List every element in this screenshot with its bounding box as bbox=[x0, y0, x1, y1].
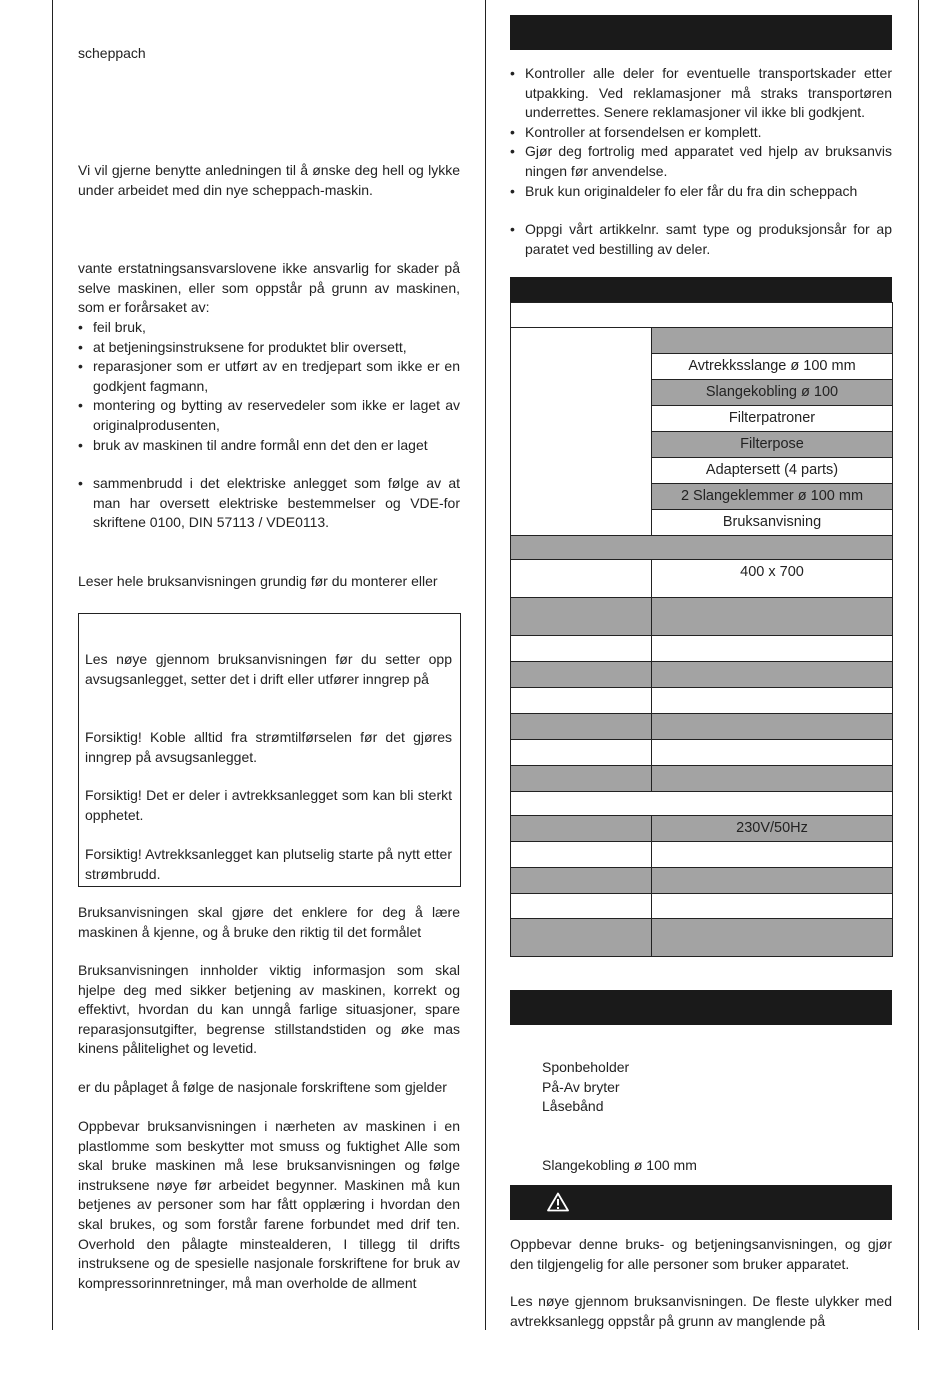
center-rule bbox=[485, 0, 486, 1330]
list-item: • reparasjoner som er utført av en tredjepart som ikke er en godkjent fagmann, bbox=[78, 357, 460, 396]
list-item: Slangekobling ø 100 mm bbox=[542, 1157, 697, 1173]
list-item: På-Av bryter bbox=[542, 1078, 620, 1095]
table-row bbox=[511, 536, 893, 560]
notice-disconnect-power: Forsiktig! Koble alltid fra strømtilførselen før det gjøres inngrep på avsugsanlegget. bbox=[85, 729, 452, 765]
delivery-item: Avtrekksslange ø 100 mm bbox=[652, 354, 893, 380]
specification-table bbox=[510, 302, 893, 957]
purpose-paragraph: Bruksanvisningen skal gjøre det enklere for deg å lære maskinen å kjenne, og å bruke den riktig til det formålet bbox=[78, 904, 460, 940]
delivery-item: Filterpose bbox=[652, 432, 893, 458]
safety-paragraph-2: Les nøye gjennom bruksanvisningen. De fleste ulykker med avtrekksanlegg oppstår på grunn av manglende på bbox=[510, 1293, 892, 1329]
notice-read-manual: Les nøye gjennom bruksanvisningen før du setter opp avsugsanlegget, setter det i drift eller utfører inngrep på bbox=[85, 651, 452, 687]
table-row bbox=[511, 740, 893, 766]
table-row bbox=[511, 714, 893, 740]
table-row bbox=[511, 919, 893, 957]
notice-hot-parts: Forsiktig! Det er deler i avtrekksanlegget som kan bli sterkt opphetet. bbox=[85, 787, 452, 823]
list-item: • sammenbrudd i det elektriske anlegget som følge av at man har oversett elektriske bestemmelser og VDE-for skriftene 0100, DIN 57113 / VDE0113. bbox=[78, 474, 460, 533]
list-item: • at betjeningsinstruksene for produktet blir oversett, bbox=[78, 338, 460, 358]
list-item: • feil bruk, bbox=[78, 318, 460, 338]
information-paragraph: Bruksanvisningen innholder viktig informasjon som skal hjelpe deg med sikker betjening av maskinen, korrekt og effektivt, hvordan du kan unngå farlige situasjoner, spare reparasjonsutgifter, begrense stillstandstiden og øke mas kinens pålitelighet og levetid. bbox=[78, 962, 460, 1057]
safety-paragraph-1: Oppbevar denne bruks- og betjeningsanvisningen, og gjør den tilgjengelig for alle personer som bruker apparatet. bbox=[510, 1236, 892, 1272]
list-item: • Kontroller alle deler for eventuelle transportskader etter utpakking. Ved reklamasjoner må straks transportøren underrettes. Senere reklamasjoner vil ikke bli godkjent. bbox=[510, 64, 892, 123]
ordering-list bbox=[510, 220, 892, 259]
section-header-bar bbox=[510, 15, 892, 50]
table-row bbox=[511, 766, 893, 792]
national-rules-paragraph: er du påplaget å følge de nasjonale forskriftene som gjelder bbox=[78, 1079, 447, 1095]
unpacking-list bbox=[510, 64, 892, 201]
table-row bbox=[511, 688, 893, 714]
right-margin-rule bbox=[918, 0, 919, 1330]
table-row bbox=[511, 792, 893, 816]
table-row bbox=[511, 842, 893, 868]
notice-restart: Forsiktig! Avtrekksanlegget kan plutselig starte på nytt etter strømbrudd. bbox=[85, 846, 452, 882]
intro-paragraph: Vi vil gjerne benytte anledningen til å ønske deg hell og lykke under arbeidet med din nye scheppach-maskin. bbox=[78, 162, 460, 198]
list-item: • Oppgi vårt artikkelnr. samt type og produksjonsår for ap paratet ved bestilling av deler. bbox=[510, 220, 892, 259]
device-description-bar bbox=[510, 990, 892, 1025]
liability-list bbox=[78, 318, 460, 455]
delivery-item: Slangekobling ø 100 bbox=[652, 380, 893, 406]
list-item: • Bruk kun originaldeler fo eler får du fra din scheppach bbox=[510, 182, 892, 202]
delivery-item: Adaptersett (4 parts) bbox=[652, 458, 893, 484]
table-row bbox=[511, 662, 893, 688]
list-item: • Kontroller at forsendelsen er komplett. bbox=[510, 123, 892, 143]
table-row bbox=[511, 894, 893, 919]
read-all-paragraph: Leser hele bruksanvisningen grundig før du monterer eller bbox=[78, 573, 438, 589]
parts-list-a bbox=[542, 1058, 629, 1117]
liability-list-2 bbox=[78, 474, 460, 533]
liability-intro: vante erstatningsansvarslovene ikke ansvarlig for skader på selve maskinen, eller som oppstår på grunn av maskinen, som er forårsaket av: bbox=[78, 260, 460, 316]
storage-paragraph: Oppbevar bruksanvisningen i nærheten av maskinen i en plastlomme som beskytter mot smuss og fuktighet Alle som skal bruke maskinen må lese bruksanvisningen og følge instruksene nøye før arbeidet begynner. Maskinen må kun betjenes av personer som har fått opplæring i hvordan den skal brukes, og som forstår farene forbundet med drif ten. Overhold den pålagte minstealderen, I tillegg til drifts instruksene og de spesielle nasjonale forskriftene for bruk av kompressorinnretninger, må man overholde de allment bbox=[78, 1118, 460, 1291]
delivery-item: 2 Slangeklemmer ø 100 mm bbox=[652, 484, 893, 510]
list-item: Sponbeholder bbox=[542, 1059, 630, 1075]
brand-name: scheppach bbox=[78, 45, 146, 61]
warning-triangle-icon bbox=[547, 1192, 569, 1215]
dimension-value: 400 x 700 bbox=[652, 560, 893, 598]
table-row bbox=[511, 560, 893, 598]
list-item: Låsebånd bbox=[542, 1098, 604, 1115]
safety-notice-box bbox=[78, 613, 461, 887]
table-row bbox=[511, 868, 893, 894]
delivery-item: Bruksanvisning bbox=[652, 510, 893, 536]
safety-header-bar bbox=[510, 1185, 892, 1220]
table-row bbox=[511, 636, 893, 662]
list-item: • montering og bytting av reservedeler som ikke er laget av originalprodusenten, bbox=[78, 396, 460, 435]
left-margin-rule bbox=[52, 0, 53, 1330]
parts-list-b bbox=[542, 1156, 697, 1176]
voltage-value: 230V/50Hz bbox=[652, 816, 893, 842]
table-row bbox=[511, 816, 893, 842]
list-item: • Gjør deg fortrolig med apparatet ved hjelp av bruksanvis ningen før anvendelse. bbox=[510, 142, 892, 181]
table-row bbox=[511, 328, 893, 354]
table-row bbox=[511, 598, 893, 636]
table-row bbox=[511, 303, 893, 328]
specs-header-bar bbox=[510, 277, 892, 302]
delivery-item: Filterpatroner bbox=[652, 406, 893, 432]
list-item: • bruk av maskinen til andre formål enn det den er laget bbox=[78, 436, 460, 456]
